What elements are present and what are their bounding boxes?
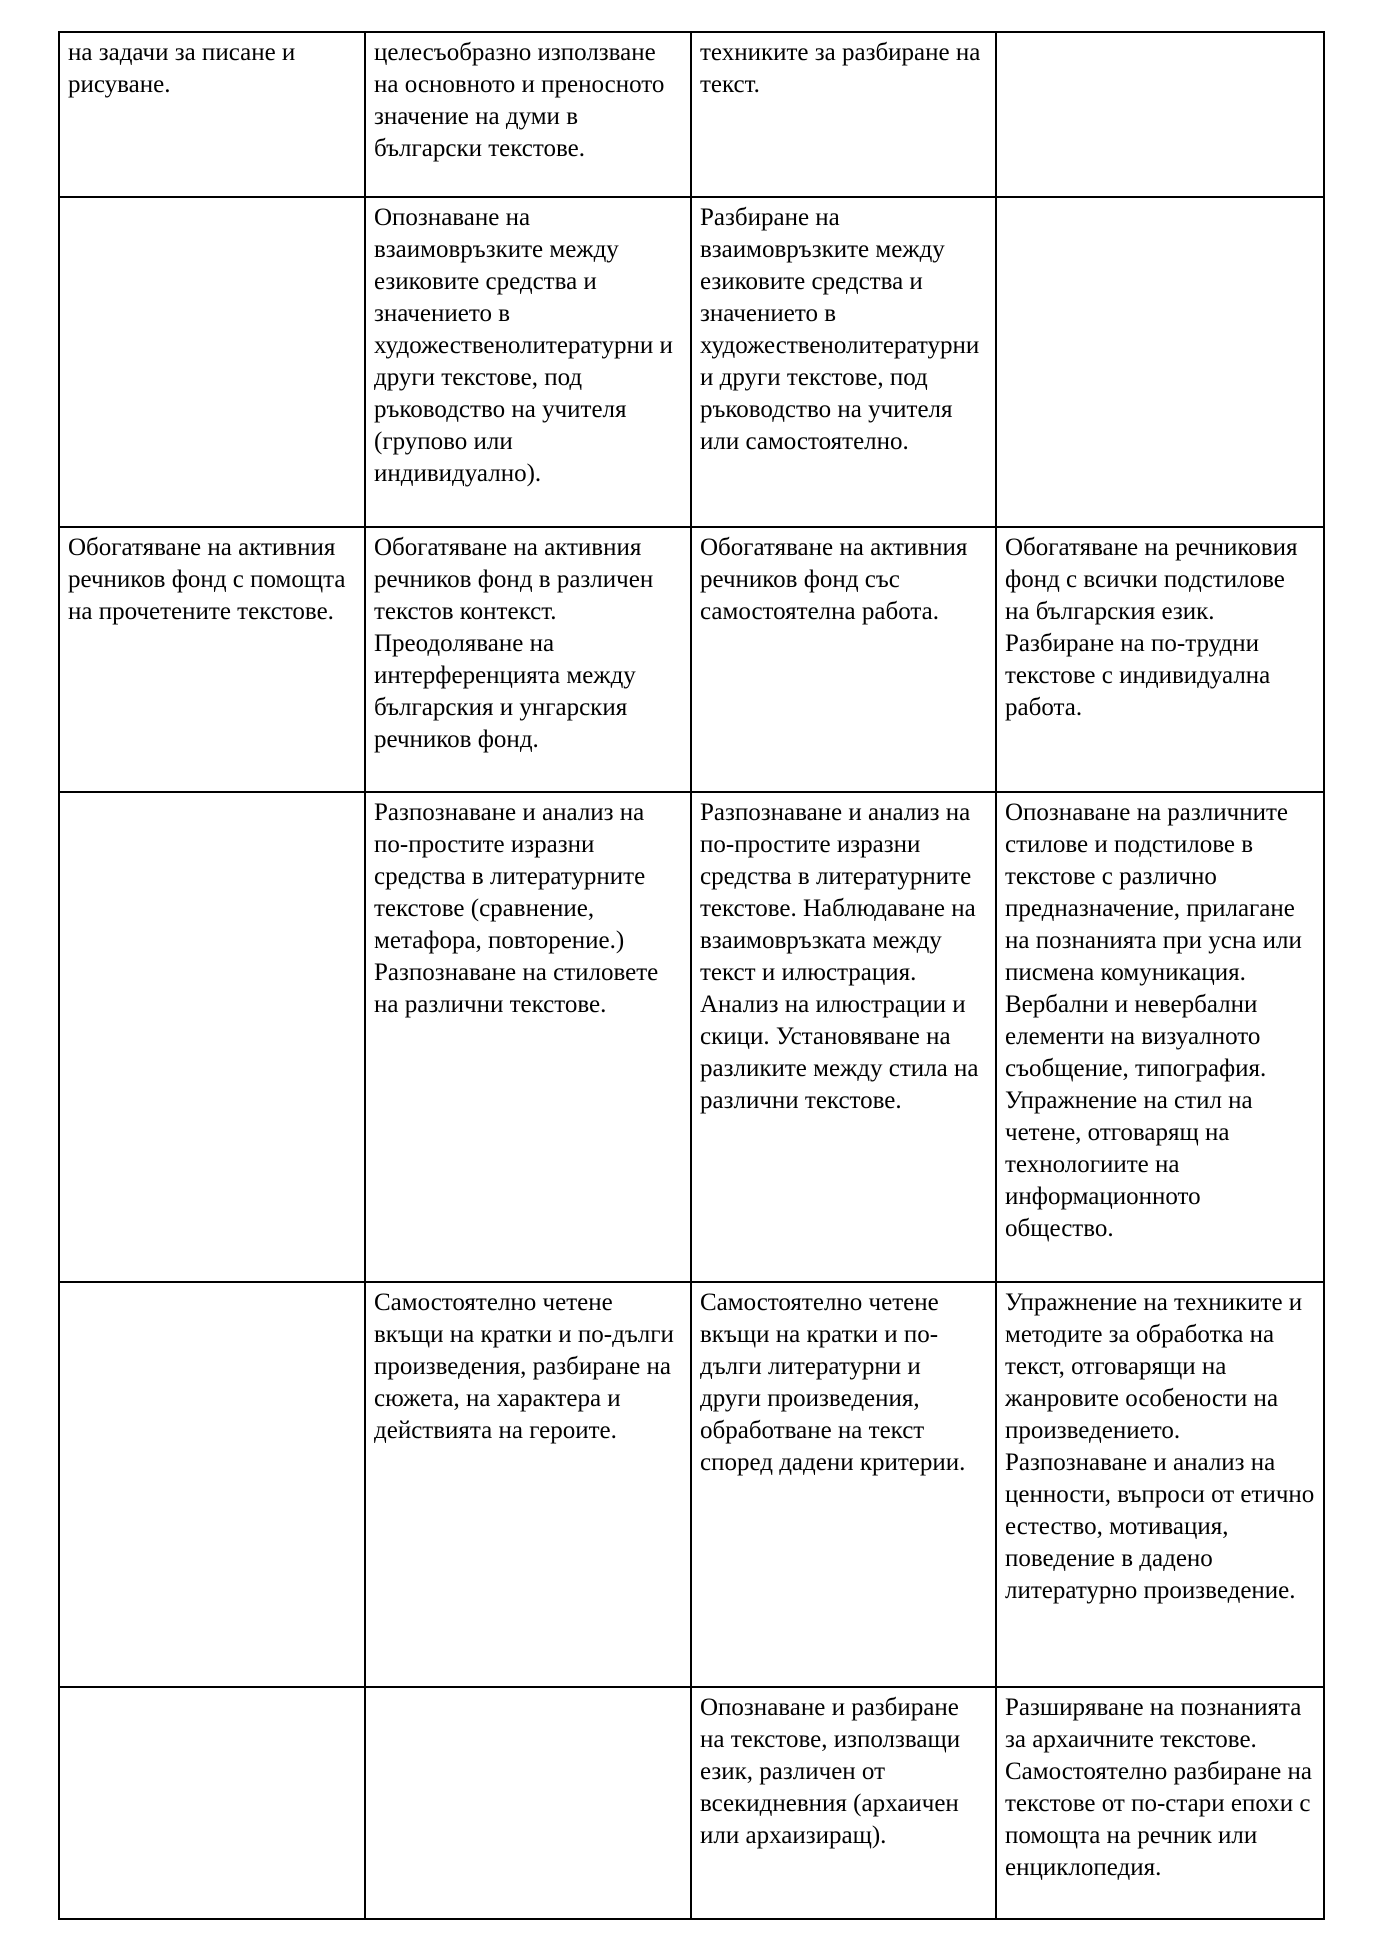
curriculum-table [58,31,1325,1920]
table-row [59,527,1324,792]
table-row [59,197,1324,527]
table-row [59,1687,1324,1919]
table-cell: Опознаване на различните стилове и подстилове в текстове с различно предназначение, прилагане на познанията при усна или писмена комуникация. Вербални и невербални елементи на визуалното съобщение, типография. Упражнение на стил на четене, отговарящ на технологиите на информационното общество. [996,792,1324,1282]
table-cell: техниките за разбиране на текст. [691,32,996,197]
table-cell: Самостоятелно четене вкъщи на кратки и по-дълги литературни и други произведения, обработване на текст според дадени критерии. [691,1282,996,1687]
table-cell: Разбиране на взаимовръзките между езиковите средства и значението в художественолитературни и други текстове, под ръководство на учителя или самостоятелно. [691,197,996,527]
table-row [59,32,1324,197]
table-cell [59,197,365,527]
table-cell: Опознаване и разбиране на текстове, използващи език, различен от всекидневния (архаичен или архаизиращ). [691,1687,996,1919]
table-cell: Обогатяване на активния речников фонд в различен текстов контекст. Преодоляване на интерференцията между българския и унгарския речников фонд. [365,527,691,792]
table-cell: Разпознаване и анализ на по-простите изразни средства в литературните текстове (сравнение, метафора, повторение.) Разпознаване на стиловете на различни текстове. [365,792,691,1282]
table-cell [59,792,365,1282]
table-cell [996,197,1324,527]
table-cell: Опознаване на взаимовръзките между езиковите средства и значението в художественолитературни и други текстове, под ръководство на учителя (групово или индивидуално). [365,197,691,527]
table-cell: Самостоятелно четене вкъщи на кратки и по-дълги произведения, разбиране на сюжета, на характера и действията на героите. [365,1282,691,1687]
table-cell: Разширяване на познанията за архаичните текстове. Самостоятелно разбиране на текстове от по-стари епохи с помощта на речник или енциклопедия. [996,1687,1324,1919]
table-cell [996,32,1324,197]
table-cell [365,1687,691,1919]
table-cell: Обогатяване на активния речников фонд със самостоятелна работа. [691,527,996,792]
table-cell: Упражнение на техниките и методите за обработка на текст, отговарящи на жанровите особености на произведението. Разпознаване и анализ на ценности, въпроси от етично естество, мотивация, поведение в дадено литературно произведение. [996,1282,1324,1687]
table-cell: на задачи за писане и рисуване. [59,32,365,197]
table-cell: целесъобразно използване на основното и преносното значение на думи в български текстове. [365,32,691,197]
table-cell: Обогатяване на речниковия фонд с всички подстилове на българския език. Разбиране на по-трудни текстове с индивидуална работа. [996,527,1324,792]
table-cell: Обогатяване на активния речников фонд с помощта на прочетените текстове. [59,527,365,792]
table-row [59,1282,1324,1687]
table-cell [59,1687,365,1919]
table-cell: Разпознаване и анализ на по-простите изразни средства в литературните текстове. Наблюдаване на взаимовръзката между текст и илюстрация. Анализ на илюстрации и скици. Установяване на разликите между стила на различни текстове. [691,792,996,1282]
table-cell [59,1282,365,1687]
table-row [59,792,1324,1282]
